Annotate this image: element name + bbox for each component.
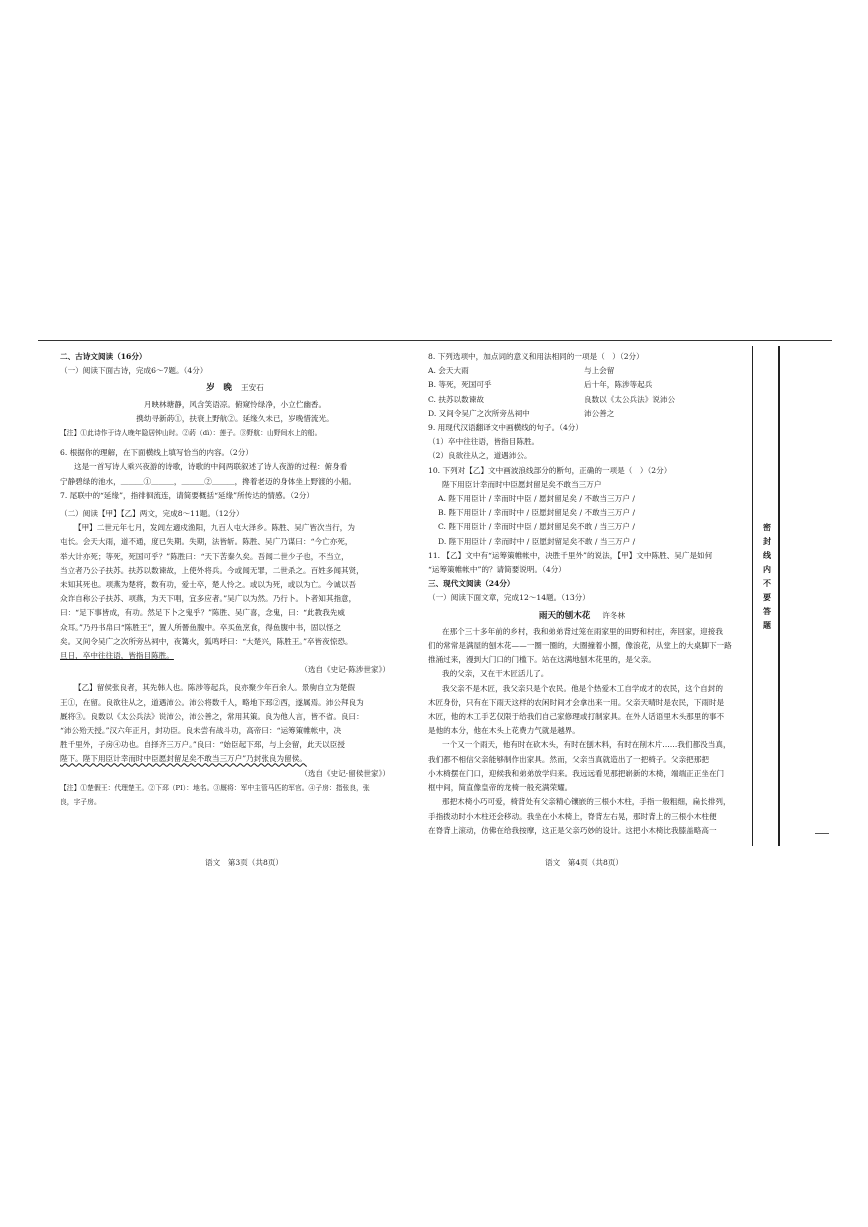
- seal-char: 答: [763, 606, 771, 616]
- question-7: 7. 尾联中的“延缘”，指徘徊流连，请简要概括“延缘”所传达的情感。（2分）: [60, 490, 315, 500]
- essay-line: 推涌过来，漫到大门口的门槛下。站在这满地刨木花里的，是父亲。: [428, 655, 656, 665]
- page-footer-right: 语文 第4页（共8页）: [545, 858, 624, 867]
- passage-jia-line: 举大计亦死；等死，死国可乎？”陈胜曰：“天下苦秦久矣。吾闻二世少子也，不当立，: [60, 551, 349, 561]
- essay-line: 是他的本分，他在木头上花费力气就是越界。: [428, 726, 580, 736]
- poem-note: 【注】①此诗作于诗人晚年隐居钟山时。②菂（dì）：莲子。③野航：山野间水上的船。: [60, 429, 322, 438]
- question-11: 11. 【乙】文中有“运筹策帷帐中，决胜千里外”的说法，【甲】文中陈胜、吴广是如何: [428, 550, 713, 560]
- question-6-text: 这是一首写诗人乘兴夜游的诗歌，诗歌的中间两联叙述了诗人夜游的过程：俯身看: [74, 462, 348, 472]
- margin-mark: [815, 833, 829, 834]
- passage-source: （选自《史记·陈涉世家》）: [300, 665, 390, 675]
- poem-line: 携幼寻新菂①，扶衰上野航②。延缘久未已，岁晚惜流光。: [136, 413, 334, 423]
- essay-line: 我父亲不是木匠，我父亲只是个农民。他是个热爱木工自学成才的农民，这个自封的: [442, 683, 723, 693]
- passage-jia-line: 屯长。会天大雨，道不通，度已失期。失期，法皆斩。陈胜、吴广乃谋曰：“今亡亦死，: [60, 537, 353, 547]
- passage-note: 良，字子房。: [60, 798, 101, 807]
- essay-line: 我们都不相信父亲能够制作出家具。然而，父亲当真就造出了一把椅子。父亲把那把: [428, 754, 709, 764]
- seal-char: 不: [763, 578, 771, 588]
- passage-jia-line: 矣。又间令吴广之次所旁丛祠中，夜篝火，狐鸣呼曰：“大楚兴，陈胜王。”卒皆夜惊恐。: [60, 636, 353, 646]
- passage-jia-line: 未知其死也。项燕为楚将，数有功，爱士卒，楚人怜之。或以为死，或以为亡。今诚以吾: [60, 580, 357, 590]
- essay-title-text: 雨天的刨木花: [538, 610, 591, 621]
- option-b: B. 等死，死国可乎: [428, 380, 492, 390]
- essay-line: 一个又一个雨天，他有时在砍木头，有时在刨木料，有时在削木片……我们都没当真，: [442, 740, 731, 750]
- seal-char: 内: [763, 564, 771, 574]
- question-9-item: （1）卒中往往语，皆指目陈胜。: [428, 437, 540, 447]
- passage-yi-line: 陛下。陛下用臣计幸而时中臣愿封留足矣不敢当三万户”乃封张良为留侯。: [60, 754, 307, 764]
- binding-line: [778, 346, 780, 846]
- passage-jia-line: 当立者乃公子扶苏。扶苏以数谏故，上使外将兵。今或闻无罪，二世杀之。百姓多闻其贤，: [60, 565, 364, 575]
- option-c: C. 陛下用臣计 / 幸而时中臣 / 愿封留足矣不敢 / 当三万户 /: [438, 522, 635, 532]
- part-heading: （一）阅读下面古诗，完成6～7题。（4分）: [60, 366, 208, 376]
- question-10-sentence: 陛下用臣计幸而时中臣愿封留足矣不敢当三万户: [442, 479, 602, 489]
- option-row: [428, 364, 681, 378]
- essay-title: [428, 609, 736, 623]
- option-b-pair: 后十年，陈涉等起兵: [584, 380, 653, 390]
- option-row: [428, 378, 681, 392]
- binding-margin-notice: [760, 520, 774, 632]
- question-10-options: [428, 492, 736, 549]
- passage-jia-line: 众诈自称公子扶苏、项燕，为天下唱，宜多应者。”吴广以为然。乃行卜。卜者知其指意，: [60, 594, 357, 604]
- passage-yi-line: 【乙】留侯张良者，其先韩人也。陈涉等起兵，良亦聚少年百余人。景驹自立为楚假: [74, 683, 355, 693]
- question-8-options: [428, 364, 681, 421]
- poem-author: 王安石: [241, 383, 264, 393]
- poem-title-text: 岁 晚: [206, 383, 233, 394]
- passage-jia-line: 【甲】二世元年七月，发闾左適戍渔阳，九百人屯大泽乡。陈胜、吴广皆次当行，为: [74, 523, 355, 533]
- passage-jia-line: 曰：“足下事皆成，有功。然足下卜之鬼乎？”陈胜、吴广喜，念鬼，曰：“此教我先威: [60, 608, 346, 618]
- option-c: C. 扶苏以数谏故: [428, 394, 484, 404]
- question-11-text: “运筹策帷帐中”的？请简要说明。（4分）: [428, 565, 566, 575]
- part-heading: （一）阅读下面文章，完成12～14题。（13分）: [428, 593, 590, 603]
- option-a-pair: 与上会留: [584, 366, 615, 376]
- option-b: B. 陛下用臣计 / 幸而时中 / 臣愿封留足矣 / 不敢当三万户 /: [438, 508, 636, 518]
- option-c-pair: 良数以《太公兵法》说沛公: [584, 394, 676, 404]
- option-d: D. 又间令吴广之次所旁丛祠中: [428, 408, 530, 418]
- question-6: 6. 根据你的理解，在下面横线上填写恰当的内容。（2分）: [60, 448, 253, 458]
- seal-char: 封: [763, 536, 771, 546]
- passage-yi-line: 厩将③。良数以《太公兵法》说沛公，沛公善之，常用其策。良为他人言，皆不省。良曰：: [60, 711, 364, 721]
- essay-line: 们的常常是满屋的刨木花——一圈一圈的，大圈撞着小圈，像浪花，从堂上的大桌脚下一路: [428, 641, 732, 651]
- poem-title: [60, 381, 410, 395]
- essay-line: 木匠，他的木工手艺仅限于给我们自己家修理或打制家具。在外人话语里木头那里的事不: [428, 712, 725, 722]
- question-10: 10. 下列对【乙】文中画波浪线部分的断句，正确的一项是（ ）（2分）: [428, 465, 672, 475]
- essay-line: 我的父亲，又在干木匠活儿了。: [442, 669, 549, 679]
- right-page: [428, 350, 736, 838]
- seal-char: 线: [763, 550, 771, 560]
- essay-line: 框中间，简直像皇帝的龙椅一般充满荣耀。: [428, 783, 573, 793]
- passage-jia-line: 众耳。”乃丹书帛曰“陈胜王”，置人所罾鱼腹中。卒买鱼烹食，得鱼腹中书，固以怪之: [60, 622, 342, 632]
- option-d-pair: 沛公善之: [584, 408, 615, 418]
- essay-line: 那把木椅小巧可爱，椅背处有父亲精心镶嵌的三根小木柱，手指一般粗细，扁长排列，: [442, 797, 731, 807]
- option-d: D. 陛下用臣计 / 幸而时中 / 臣愿封留足矣不敢 / 当三万户 /: [438, 536, 636, 546]
- question-6-text: 宁静碧绿的池水，＿＿＿①＿＿＿，＿＿＿②＿＿＿，搀着老迈的身体坐上野渡的小船。: [60, 476, 357, 486]
- page-footer-left: 语文 第3页（共8页）: [205, 858, 284, 867]
- essay-line: 手指拨动时小木柱还会移动。我坐在小木椅上，脊背左右晃，那时背上的三根小木柱便: [428, 811, 717, 821]
- question-9: 9. 用现代汉语翻译文中画横线的句子。（4分）: [428, 423, 583, 433]
- option-a: A. 陛下用臣计 / 幸而时中臣 / 愿封留足矣 / 不敢当三万户 /: [438, 494, 635, 504]
- part-heading: （二）阅读【甲】【乙】两文，完成8～11题。（12分）: [60, 509, 244, 519]
- binding-line: [752, 346, 753, 846]
- essay-line: 小木椅摆在门口，迎候我和弟弟放学归来。我远远看见那把崭新的木椅，端端正正坐在门: [428, 768, 725, 778]
- passage-yi-line: 王①，在留。良欲往从之，道遇沛公。沛公将数千人，略地下邳②西，遂属焉。沛公拜良为: [60, 697, 364, 707]
- left-page: [60, 350, 410, 809]
- seal-char: 密: [763, 522, 771, 532]
- essay-line: 在脊背上滚动，仿佛在给我按摩，这正是父亲巧妙的设计。这把小木椅比我膝盖略高一: [428, 825, 717, 835]
- question-8: 8. 下列选项中，加点词的意义和用法相同的一项是（ ）（2分）: [428, 352, 644, 361]
- poem-line: 月映林塘静，风含笑语凉。俯窥怜绿净，小立伫幽香。: [143, 399, 327, 409]
- passage-source: （选自《史记·留侯世家》）: [300, 768, 390, 778]
- essay-line: 在那个三十多年前的乡村，我和弟弟背过笼在雨家里的田野和村庄，奔回家，迎接我: [442, 626, 723, 636]
- passage-yi-line: 胜千里外，子房④功也。自择齐三万户。”良曰：“始臣起下邳，与上会留，此天以臣授: [60, 740, 345, 750]
- essay-line: 木匠身份，只有在下雨天这样的农闲时间才会拿出来一用。父亲天晴时是农民，下雨时是: [428, 697, 725, 707]
- page-top-rule: [38, 340, 832, 341]
- option-row: [428, 393, 681, 407]
- section-heading: 三、现代文阅读（24分）: [428, 579, 515, 589]
- passage-yi-line: “沛公殆天授。”汉六年正月，封功臣。良未尝有战斗功，高帝曰：“运筹策帷帐中，决: [60, 726, 342, 736]
- passage-note: 【注】①楚假王：代理楚王。②下邳（PI）：地名。③厩将：军中主管马匹的军官。④子房：指张良，张: [60, 783, 370, 792]
- essay-author: 许冬林: [602, 610, 626, 620]
- option-a: A. 会天大雨: [428, 366, 469, 376]
- question-9-item: （2）良欲往从之，道遇沛公。: [428, 451, 532, 461]
- section-heading: 二、古诗文阅读（16分）: [60, 352, 147, 361]
- option-row: [428, 407, 681, 421]
- passage-jia-line: 旦日，卒中往往语，皆指目陈胜。: [60, 651, 174, 661]
- seal-char: 题: [763, 620, 771, 630]
- seal-char: 要: [763, 592, 771, 602]
